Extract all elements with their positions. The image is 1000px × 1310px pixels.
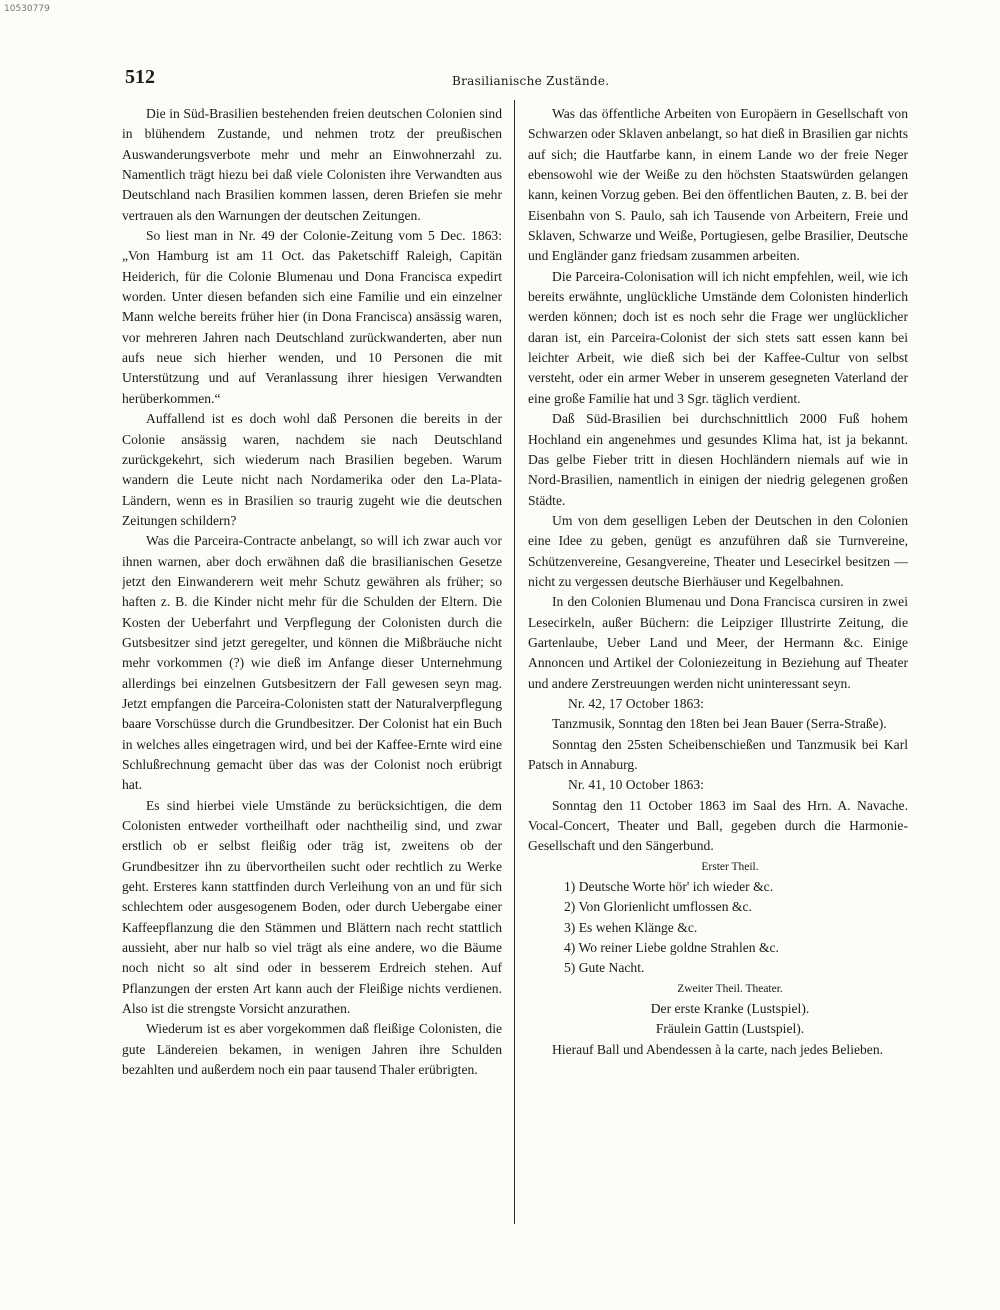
program-item: 3) Es wehen Klänge &c. bbox=[564, 919, 698, 935]
paragraph: Um von dem geselligen Leben der Deutschen in den Colonien eine Idee zu geben, genügt es anzuführen daß sie Turnvereine, Schützenvereine, Gesangvereine, Theater und Lesecirkel besitzen — nicht zu vergessen deutsche Bierhäuser und Kegelbahnen. bbox=[528, 512, 908, 589]
paragraph: Es sind hierbei viele Umstände zu berücksichtigen, die dem Colonisten entweder vortheilhaft oder nachtheilig sind, und zwar erstlich ob er selbst fleißig oder träg ist, zweitens ob der Grundbesitzer ihn zu übervortheilen sucht oder rechtlich zu Werke geht. Ersteres kann stattfinden durch Verleihung von an und für sich schlechtem oder ausgesogenem Boden, oder durch Uebergabe einer Kaffeepflanzung die den Stämmen und Blättern nach recht stattlich aussieht, aber nur halb so viel trägt als eine andere, wo die Bäume noch nicht so alt sind oder in besserem Erdreich stehen. Auf Pflanzungen der ersten Art kann auch der Fleißige nichts verdienen. Also ist die strengste Vorsicht anzurathen. bbox=[122, 797, 502, 1017]
paragraph: In den Colonien Blumenau und Dona Francisca cursiren in zwei Lesecirkeln, außer Büchern: die Leipziger Illustrirte Zeitung, die Gartenlaube, Ueber Land und Meer, der Hermann &c. Einige Annoncen und Artikel der Coloniezeitung in Beziehung auf Theater und andere Zerstreuungen werden nicht uninteressant seyn. bbox=[528, 594, 908, 691]
scan-id: 10530779 bbox=[4, 4, 50, 14]
notice-text: Tanzmusik, Sonntag den 18ten bei Jean Bauer (Serra-Straße). bbox=[552, 716, 887, 732]
program-part2-heading: Zweiter Theil. Theater. bbox=[677, 982, 783, 995]
program-item: 1) Deutsche Worte hör' ich wieder &c. bbox=[564, 879, 774, 895]
paragraph: Wiederum ist es aber vorgekommen daß fleißige Colonisten, die gute Ländereien bekamen, in wenigen Jahren ihre Schulden bezahlten und außerdem noch ein paar tausend Thaler erübrigten. bbox=[122, 1021, 502, 1078]
paragraph: Die Parceira-Colonisation will ich nicht empfehlen, weil, wie ich bereits erwähnte, unglückliche Umstände dem Colonisten hinderlich werden können; doch ist es noch sehr die Frage wer unglücklicher daran ist, ein Parceira-Colonist der sich stets satt essen kann bei leichter Arbeit, wie dieß sich bei der Kaffee-Cultur von selbst versteht, oder ein armer Weber in unserem gesegneten Vaterland der eine große Familie hat und 3 Sgr. täglich verdient. bbox=[528, 268, 908, 406]
paragraph: Daß Süd-Brasilien bei durchschnittlich 2000 Fuß hohem Hochland ein angenehmes und gesundes Klima hat, ist ja bekannt. Das gelbe Fieber tritt in diesen Hochländern niemals auf wie in Nord-Brasilien, namentlich in einigen der niedrig gelegenen großen Städte. bbox=[528, 411, 908, 508]
paragraph: Auffallend ist es doch wohl daß Personen die bereits in der Colonie ansässig waren, nachdem sie nach Deutschland zurückgekehrt, sich wiederum nach Brasilien begeben. Warum wandern die Leute nicht nach Nordamerika oder den La-Plata-Ländern, wenn es in Brasilien so traurig zugeht wie die deutschen Zeitungen schildern? bbox=[122, 411, 502, 528]
program-item: Der erste Kranke (Lustspiel). bbox=[650, 1001, 810, 1017]
notice-text: Sonntag den 11 October 1863 im Saal des Hrn. A. Navache. Vocal-Concert, Theater und Ball, gegeben durch die Harmonie-Gesellschaft und den Sängerbund. bbox=[528, 797, 908, 854]
program-item: Fräulein Gattin (Lustspiel). bbox=[655, 1021, 805, 1037]
notice-text: Sonntag den 25sten Scheibenschießen und Tanzmusik bei Karl Patsch in Annaburg. bbox=[528, 736, 908, 772]
program-item: 2) Von Glorienlicht umflossen &c. bbox=[564, 899, 752, 915]
running-head: Brasilianische Zustände. bbox=[452, 74, 610, 88]
program-part1-list bbox=[528, 877, 908, 979]
column-divider bbox=[514, 100, 515, 1224]
program-item: 4) Wo reiner Liebe goldne Strahlen &c. bbox=[564, 940, 779, 956]
paragraph: Die in Süd-Brasilien bestehenden freien deutschen Colonien sind in blühendem Zustande, und nehmen trotz der preußischen Auswanderungsverbote mehr und mehr an Einwohnerzahl zu. Namentlich trägt hiezu bei daß viele Colonisten ihre Verwandten aus Deutschland nach Brasilien kommen lassen, deren Briefen sie mehr vertrauen als den Warnungen der deutschen Zeitungen. bbox=[122, 106, 502, 223]
notice-reference: Nr. 42, 17 October 1863: bbox=[568, 695, 704, 711]
program-part1-heading: Erster Theil. bbox=[701, 860, 759, 873]
left-column bbox=[122, 104, 502, 1234]
right-column bbox=[528, 104, 908, 1234]
paragraph: Was die Parceira-Contracte anbelangt, so will ich zwar auch vor ihnen warnen, aber doch erwähnen daß die brasilianischen Gesetze jetzt den Einwanderern weit mehr Schutz gewähren als früher; so haften z. B. die Kinder nicht mehr für die Schulden der Eltern. Die Kosten der Ueberfahrt und Verpflegung der Colonisten durch die Gutsbesitzer sind jetzt geregelter, und können die Mißbräuche nicht mehr vorkommen (?) wie dieß im Anfange dieser Unternehmung allerdings bei einzelnen Gutsbesitzern der Fall gewesen seyn mag. Jetzt empfangen die Parceira-Colonisten statt der Naturalverpflegung baare Vorschüsse durch die Grundbesitzer. Der Colonist hat ein Buch in welches alles eingetragen wird, und bei der Kaffee-Ernte wird eine Schlußrechnung gemacht über das was der Colonist noch erübrigt hat. bbox=[122, 533, 502, 793]
closing-text: Hierauf Ball und Abendessen à la carte, nach jedes Belieben. bbox=[552, 1041, 884, 1057]
paragraph: So liest man in Nr. 49 der Colonie-Zeitung vom 5 Dec. 1863: „Von Hamburg ist am 11 Oct. das Paketschiff Raleigh, Capitän Heiderich, für die Colonie Blumenau und Dona Francisca expedirt worden. Unter diesen befanden sich eine Familie und ein einzelner Mann welche bereits früher hier (in Dona Francisca) ansässig waren, vor mehreren Jahren nach Deutschland zurückwanderten, aber nun aufs neue sich hierher wenden, und 10 Personen die mit Unterstützung und auf Veranlassung ihrer hiesigen Verwandten herüberkommen.“ bbox=[122, 228, 502, 406]
notice-reference: Nr. 41, 10 October 1863: bbox=[568, 777, 704, 793]
paragraph: Was das öffentliche Arbeiten von Europäern in Gesellschaft von Schwarzen oder Sklaven anbelangt, so hat dieß in Brasilien gar nichts auf sich; die Hautfarbe kann, in einem Lande wo der freie Neger ebensowohl wie der Weiße zu den höchsten Staatswürden gelangen kann, keinen Vorzug geben. Bei den öffentlichen Bauten, z. B. bei der Eisenbahn von S. Paulo, sah ich Tausende von Arbeitern, Freie und Sklaven, Schwarze und Weiße, Portugiesen, gelbe Brasilier, Deutsche und Engländer ganz friedsam zusammen arbeiten. bbox=[528, 106, 908, 264]
page-number: 512 bbox=[125, 66, 155, 88]
program-item: 5) Gute Nacht. bbox=[564, 960, 645, 976]
